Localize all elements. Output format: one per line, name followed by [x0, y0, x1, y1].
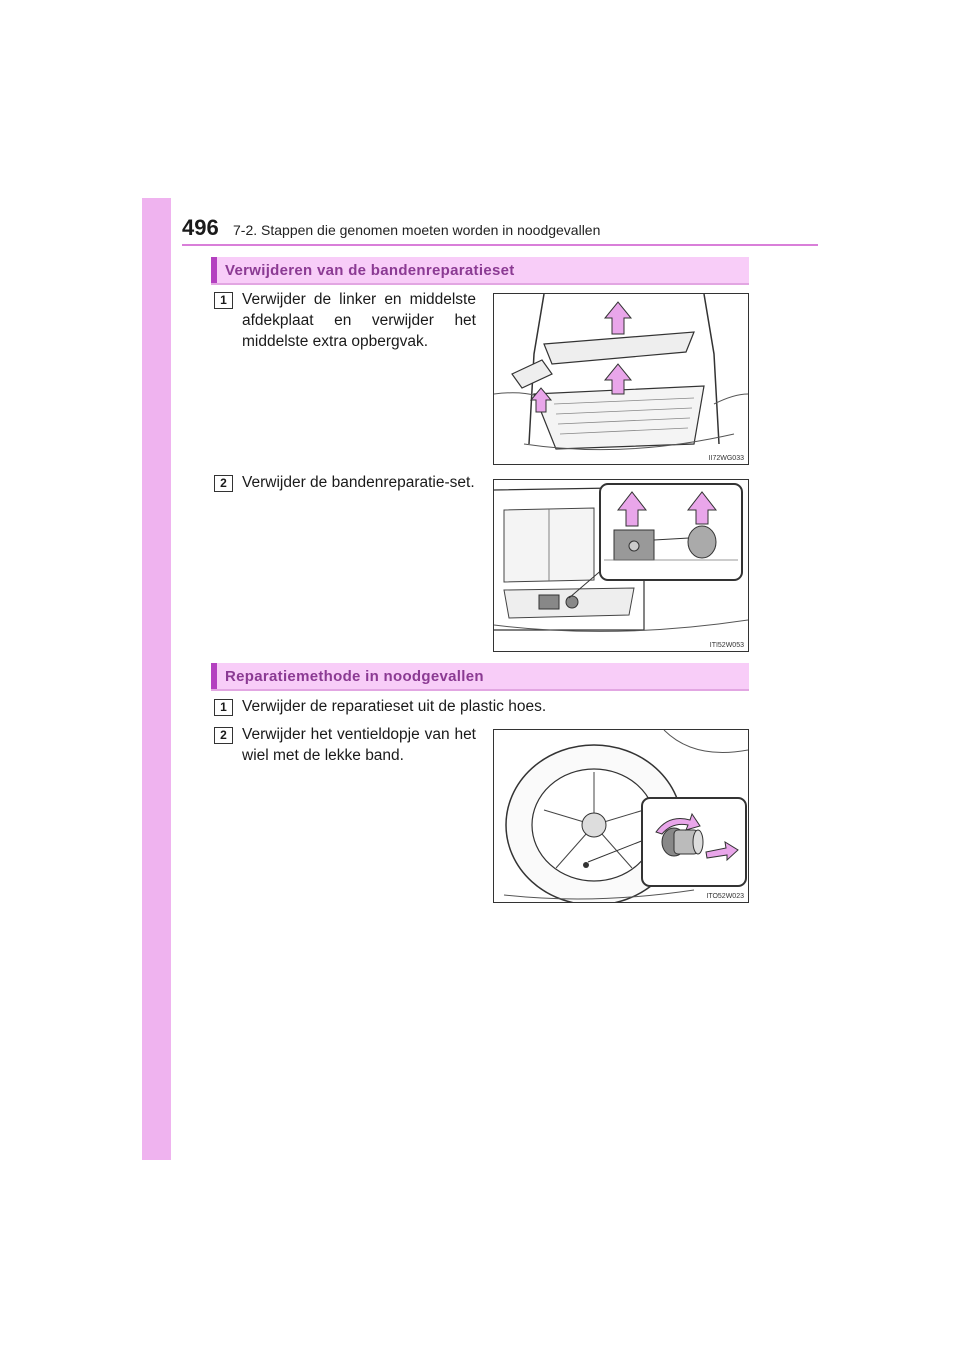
step-number-badge: 2: [214, 727, 233, 744]
section-heading-remove-repair-kit: [211, 257, 749, 285]
figure-valve-cap: [493, 729, 749, 903]
header-divider: [182, 244, 818, 246]
figure-code: ITO52W023: [706, 893, 744, 900]
step-number-badge: 1: [214, 699, 233, 716]
section-title: Reparatiemethode in noodgevallen: [225, 668, 484, 685]
step-number-badge: 2: [214, 475, 233, 492]
luggage-illustration: [494, 294, 748, 464]
figure-code: ITI52W053: [709, 642, 744, 649]
page-number: 496: [182, 215, 219, 240]
section-heading-emergency-repair: [211, 663, 749, 691]
section-title: Verwijderen van de bandenreparatieset: [225, 262, 515, 279]
step-number-badge: 1: [214, 292, 233, 309]
figure-luggage-covers: [493, 293, 749, 465]
repair-kit-illustration: [494, 480, 748, 651]
step-text: Verwijder het ventieldopje van het wiel met de lekke band.: [242, 726, 476, 764]
up-arrow-icon: [605, 302, 631, 334]
side-accent-strip: [142, 198, 171, 1160]
heading-accent-bar: [211, 663, 217, 689]
figure-repair-kit-location: [493, 479, 749, 652]
chapter-section-path: 7-2. Stappen die genomen moeten worden in noodgevallen: [233, 222, 601, 238]
step-text: Verwijder de reparatieset uit de plastic hoes.: [242, 698, 547, 715]
step-text: Verwijder de bandenreparatie-set.: [242, 474, 475, 491]
wheel-illustration: [494, 730, 748, 902]
heading-accent-bar: [211, 257, 217, 283]
figure-code: II72WG033: [708, 455, 744, 462]
step-text: Verwijder de linker en middelste afdekplaat en verwijder het middelste extra opbergvak.: [242, 291, 476, 350]
